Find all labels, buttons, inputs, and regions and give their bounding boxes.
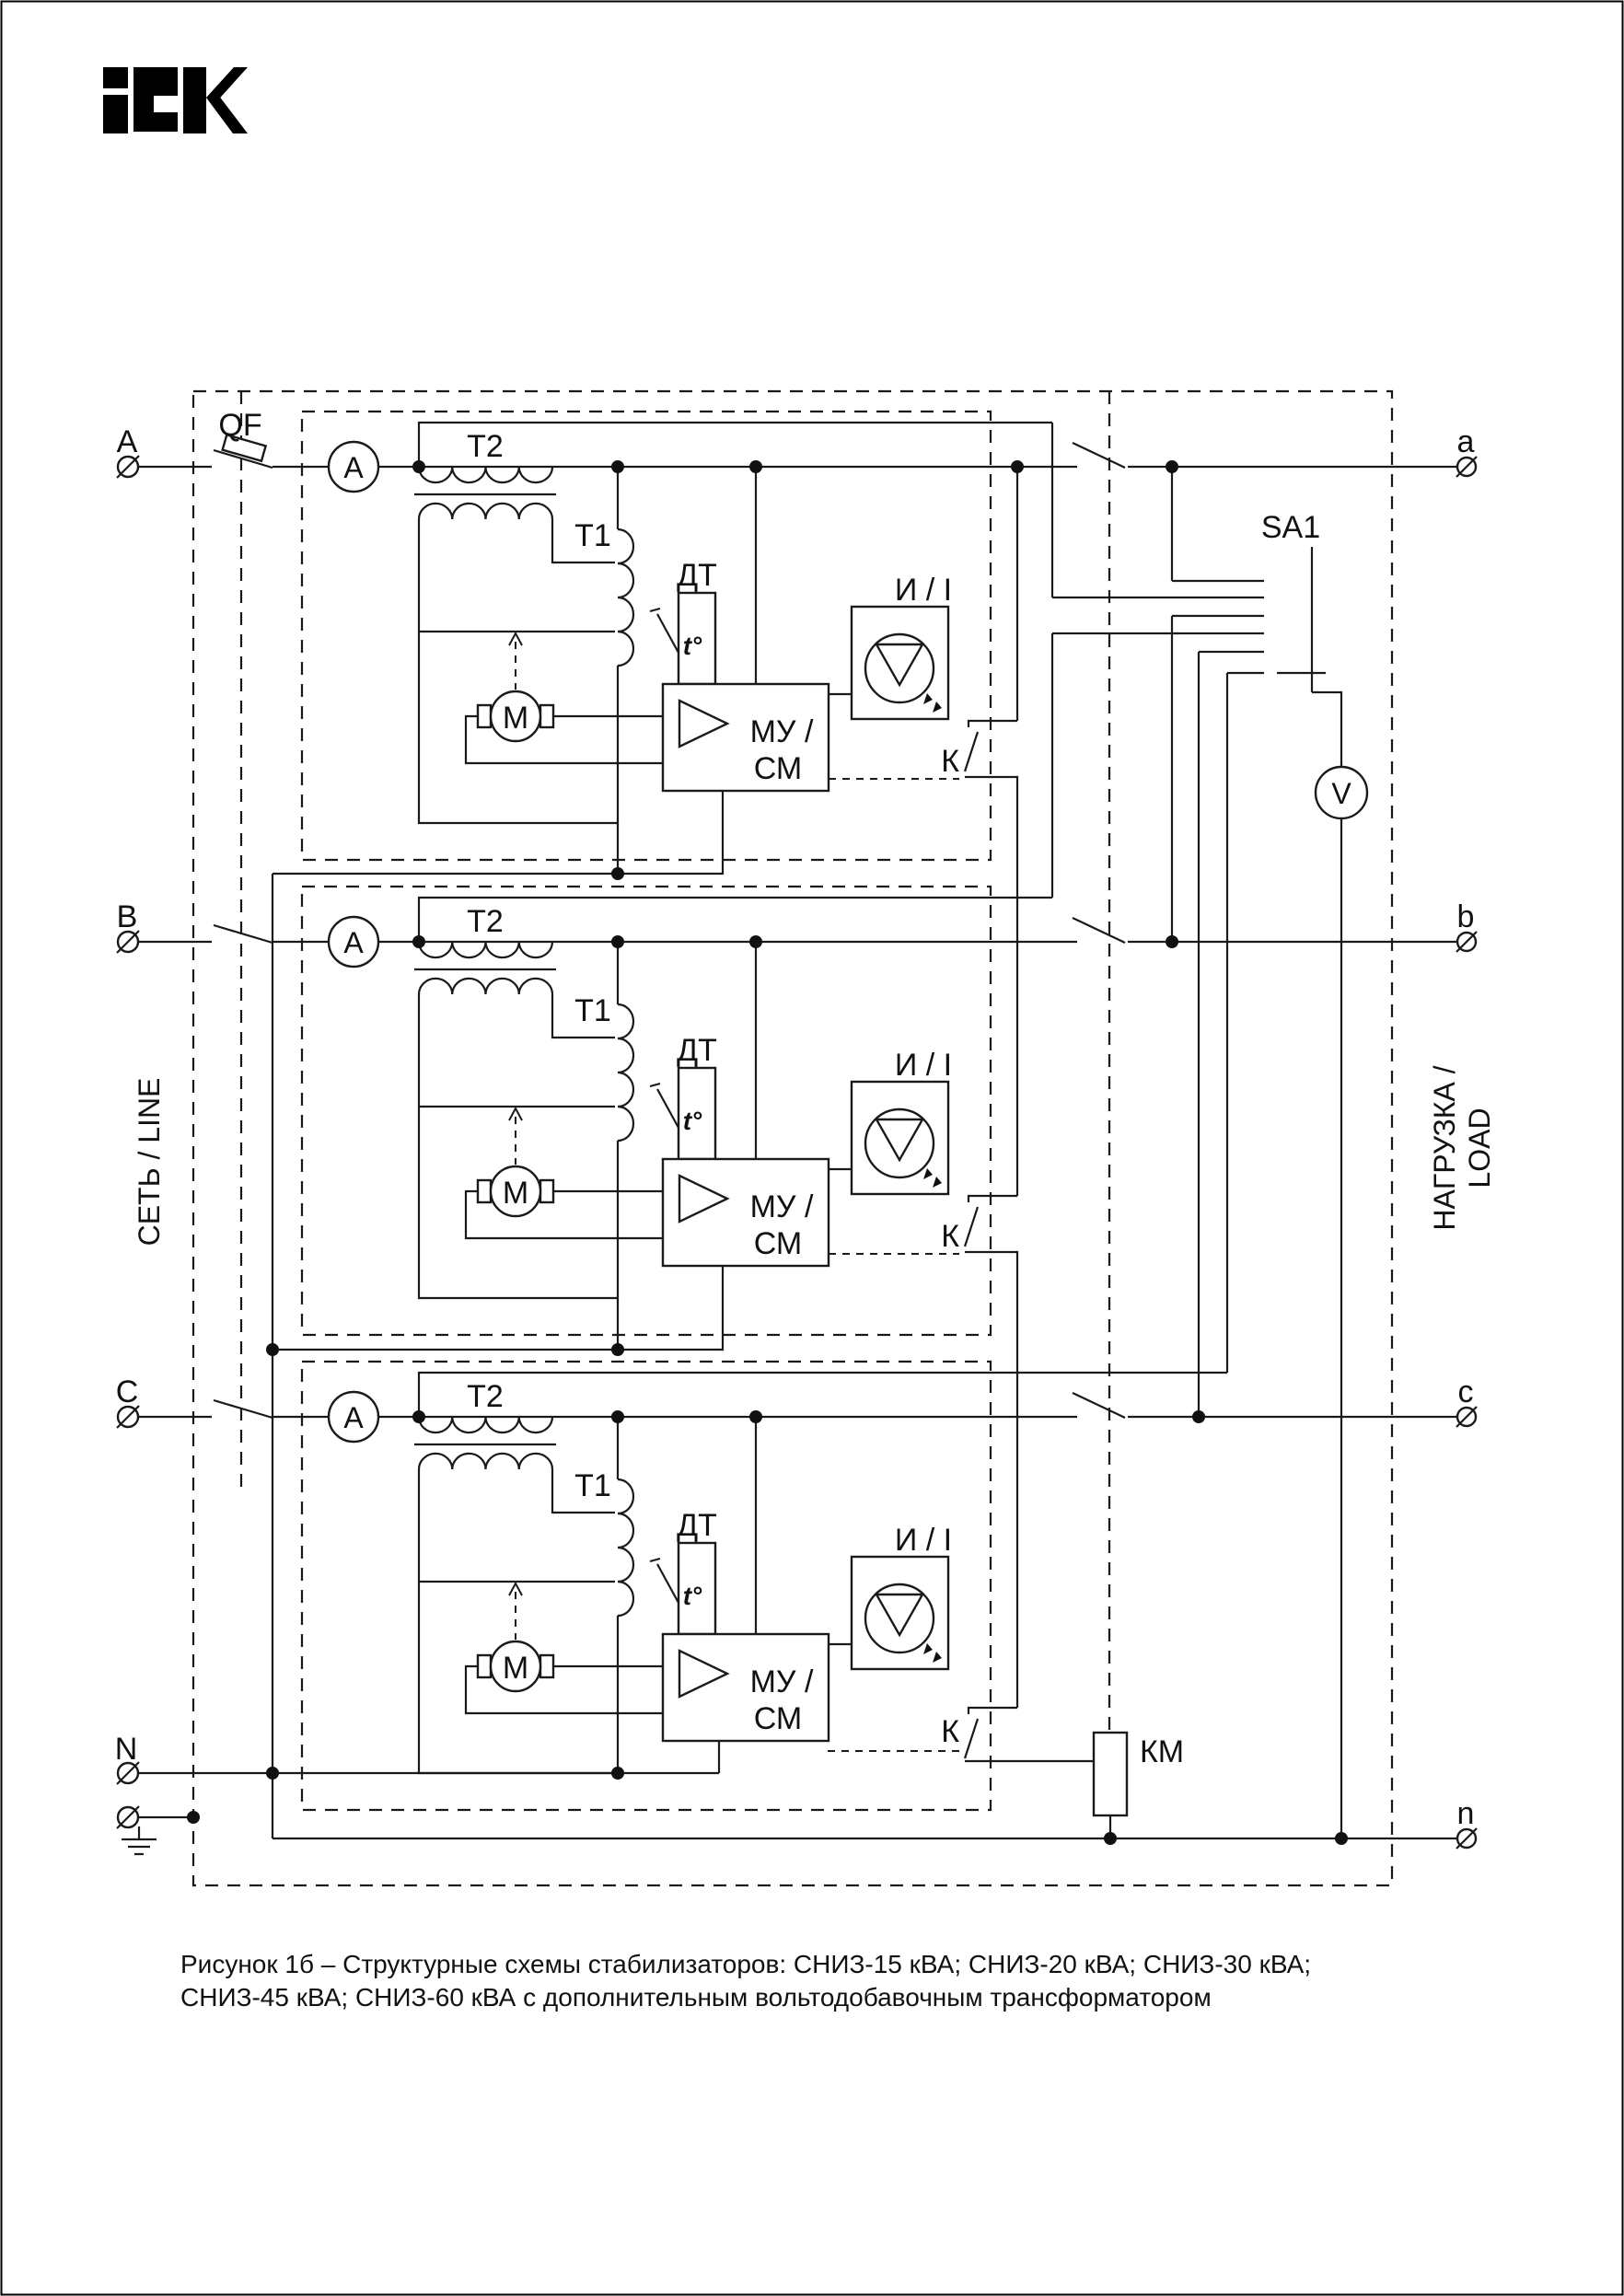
temp-symbol: t° bbox=[682, 1582, 702, 1610]
relay-contact-label: К bbox=[941, 1714, 959, 1749]
phase-input-label: A bbox=[116, 424, 138, 459]
autotransformer-label: T1 bbox=[574, 518, 611, 553]
contactor-label: КМ bbox=[1140, 1734, 1185, 1769]
figure-caption-line2: СНИЗ-45 кВА; СНИЗ-60 кВА с дополнительным вольтодобавочным трансформатором bbox=[180, 1983, 1212, 2012]
selector-label: SA1 bbox=[1260, 510, 1321, 545]
relay-contact-label: К bbox=[941, 744, 959, 779]
control-unit-label: МУ / bbox=[749, 1189, 814, 1224]
control-unit-label2: СМ bbox=[753, 1226, 803, 1261]
contactor-coil bbox=[1094, 1733, 1127, 1815]
phase-output-label: c bbox=[1457, 1374, 1474, 1409]
breaker-label: QF bbox=[218, 408, 262, 443]
temp-sensor-label: ДТ bbox=[677, 1508, 717, 1543]
figure-caption-line1: Рисунок 1б – Структурные схемы стабилизаторов: СНИЗ-15 кВА; СНИЗ-20 кВА; СНИЗ-30 кВА; bbox=[180, 1950, 1312, 1978]
voltmeter-label: V bbox=[1331, 777, 1351, 810]
neutral-output-label: n bbox=[1456, 1796, 1475, 1831]
control-unit-label: МУ / bbox=[749, 1664, 814, 1699]
booster-label: T2 bbox=[467, 1379, 504, 1414]
temp-sensor-label: ДТ bbox=[677, 1033, 717, 1068]
motor-label: М bbox=[502, 701, 529, 736]
motor-label: М bbox=[502, 1651, 529, 1686]
autotransformer-label: T1 bbox=[574, 1468, 611, 1503]
ammeter-label: A bbox=[343, 451, 364, 484]
booster-label: T2 bbox=[467, 429, 504, 464]
indicator-label: И / I bbox=[894, 1048, 953, 1083]
ammeter-label: A bbox=[343, 1401, 364, 1434]
neutral-input-label: N bbox=[114, 1732, 138, 1767]
phase-input-label: B bbox=[116, 899, 138, 934]
temp-symbol: t° bbox=[682, 632, 702, 660]
temp-sensor-label: ДТ bbox=[677, 558, 717, 593]
control-unit-label2: СМ bbox=[753, 751, 803, 786]
indicator-label: И / I bbox=[894, 1523, 953, 1558]
phase-input-label: C bbox=[115, 1374, 139, 1409]
booster-label: T2 bbox=[467, 904, 504, 939]
control-unit-label: МУ / bbox=[749, 714, 814, 749]
temp-symbol: t° bbox=[682, 1107, 702, 1135]
load-side-label2: LOAD bbox=[1463, 1107, 1496, 1189]
load-side-label: НАГРУЗКА / bbox=[1428, 1065, 1461, 1231]
phase-output-label: a bbox=[1456, 424, 1475, 459]
line-side-label: СЕТЬ / LINE bbox=[133, 1077, 166, 1247]
autotransformer-label: T1 bbox=[574, 993, 611, 1028]
phase-output-label: b bbox=[1456, 899, 1475, 934]
motor-label: М bbox=[502, 1176, 529, 1211]
indicator-label: И / I bbox=[894, 573, 953, 608]
ammeter-label: A bbox=[343, 926, 364, 959]
control-unit-label2: СМ bbox=[753, 1701, 803, 1736]
relay-contact-label: К bbox=[941, 1219, 959, 1254]
